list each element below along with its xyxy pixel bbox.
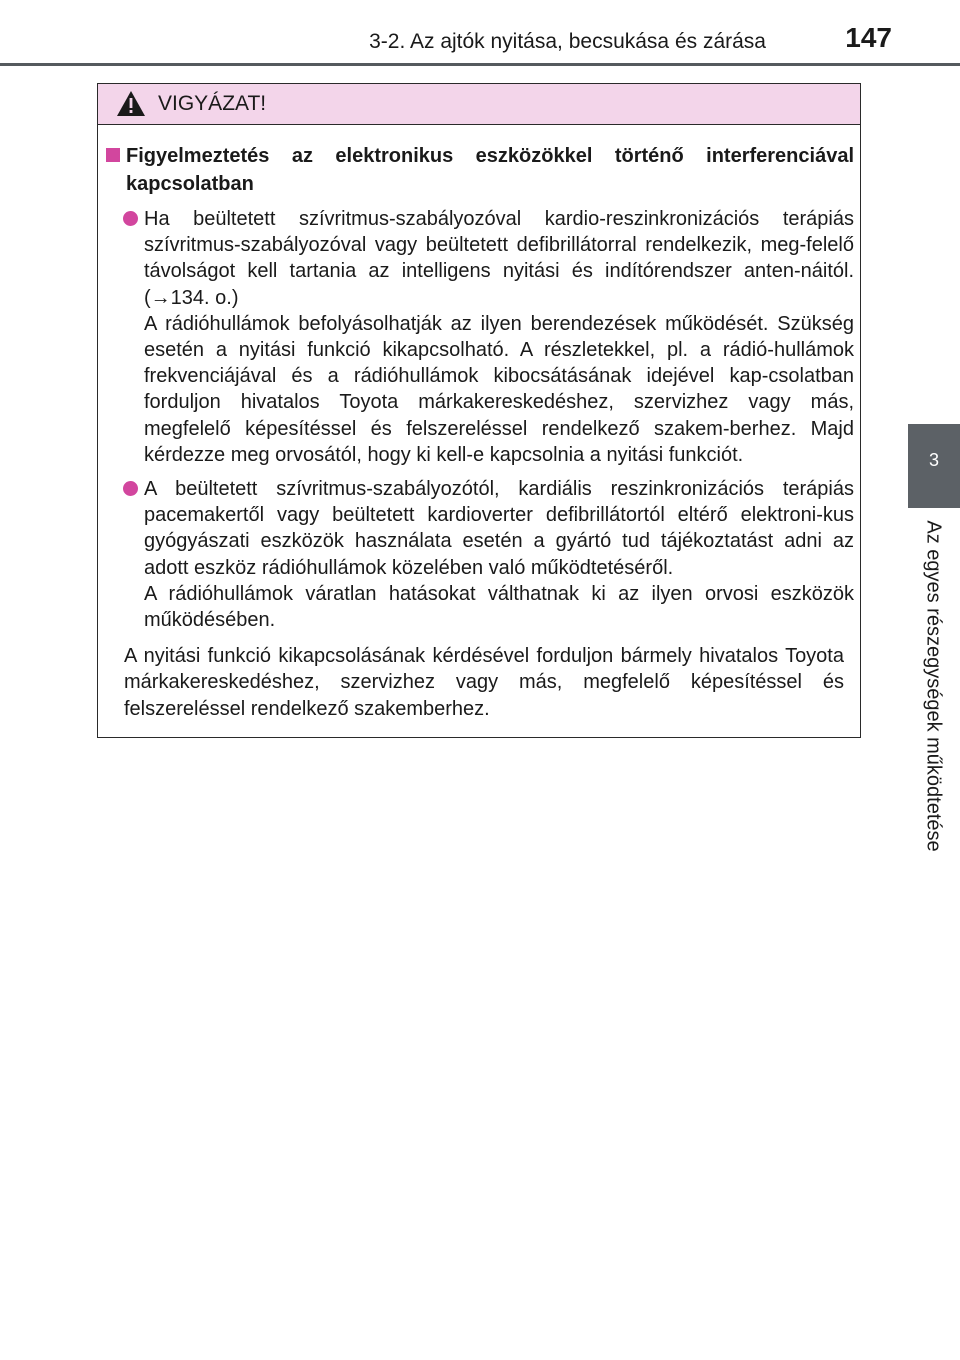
caution-box [97, 83, 861, 738]
warning-triangle-icon [116, 90, 146, 117]
bullet-item [106, 206, 854, 468]
note-text: A nyitási funkció kikapcsolásának kérdésével forduljon bármely hivatalos Toyota márkakereskedéshez, szervizhez vagy más, megfelelő képesítéssel és felszereléssel rendelkező szakemberhez. [124, 645, 844, 720]
bullet-paragraph: A beültetett szívritmus-szabályozótól, kardiális reszinkronizációs terápiás pacemakertől vagy beültetett kardioverter defibrillátortól eltérő elektroni-kus gyógyászati eszközök használata esetén a gyártó tud tájékoztatást adni az adott eszköz rádióhullámok közelében való működtetéséről. [144, 478, 854, 579]
page-number: 147 [845, 22, 892, 53]
bullet-paragraph: A rádióhullámok váratlan hatásokat válthatnak ki az ilyen orvosi eszközök működésében. [144, 582, 854, 632]
chapter-title: Az egyes részegységek működtetése [922, 520, 945, 852]
header-divider [0, 63, 960, 66]
topic-text: Figyelmeztetés az elektronikus eszközökkel történő interferenciával kapcsolatban [126, 145, 854, 195]
circle-bullet-icon [123, 481, 138, 496]
topic-heading [106, 142, 854, 198]
section-title: 3-2. Az ajtók nyitása, becsukása és zárása [369, 30, 766, 53]
chapter-number: 3 [928, 450, 939, 470]
bullet-paragraph: A rádióhullámok befolyásolhatják az ilyen berendezések működését. Szükség esetén a nyitási funkció kikapcsolható. A részletekkel, pl. a rádió-hullámok frekvenciájával és a rádióhullámok kibocsátásának idejével kap-csolatban forduljon hivatalos Toyota márkakereskedéshez, szervizhez vagy más, megfelelő képesítéssel és felszereléssel rendelkező szakem-berhez. Majd kérdezze meg orvosától, hogy ki kell-e kapcsolnia a nyitási funkciót. [144, 312, 854, 466]
bullet-item [106, 476, 854, 633]
chapter-tab [908, 424, 960, 508]
bullet-paragraph: Ha beültetett szívritmus-szabályozóval kardio-reszinkronizációs terápiás szívritmus-szabályozóval vagy beültetett defibrillátorral rendelkezik, meg-felelő távolságot kell tartania az intelligens nyitási és indítórendszer anten-náitól. (→134. o.) [144, 208, 854, 309]
caution-body [106, 142, 854, 722]
caution-title: VIGYÁZAT! [158, 92, 267, 115]
closing-note [106, 643, 854, 722]
square-bullet-icon [106, 148, 120, 162]
caution-header [98, 84, 860, 125]
page-header [0, 0, 960, 66]
circle-bullet-icon [123, 211, 138, 226]
